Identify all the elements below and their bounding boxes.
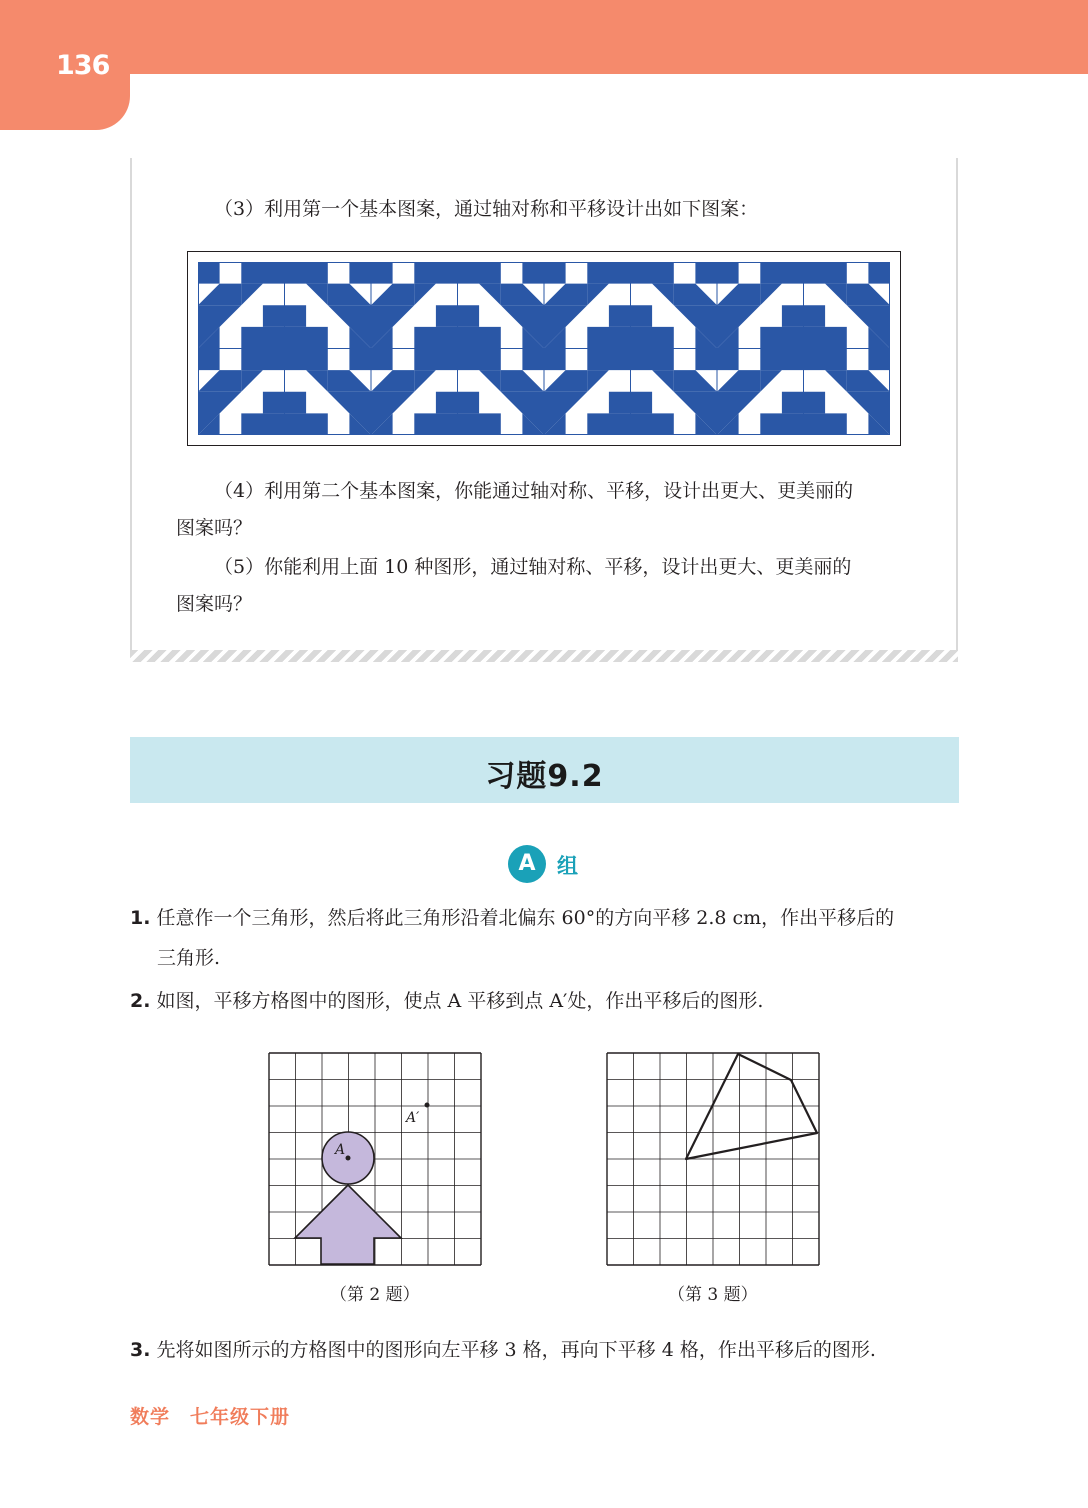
activity-step-5-line-2: 图案吗？ — [176, 593, 253, 615]
activity-step-5-line-1: （5）你能利用上面 10 种图形，通过轴对称、平移，设计出更大、更美丽的 — [214, 556, 852, 578]
pattern-tile-shape — [609, 305, 631, 327]
pattern-tile-shape — [804, 262, 847, 284]
question-1-number: 1. — [130, 907, 151, 929]
pattern-tile-shape — [631, 392, 653, 414]
activity-step-4-line-2: 图案吗？ — [176, 517, 253, 539]
question-3-figure — [606, 1052, 822, 1272]
pattern-tile-shape — [760, 262, 803, 284]
group-badge: A — [508, 845, 546, 883]
footer-book-title: 数学 七年级下册 — [130, 1406, 291, 1428]
label-a: A — [335, 1142, 346, 1158]
quadrilateral-shape — [686, 1054, 817, 1159]
pattern-tile-shape — [631, 305, 653, 327]
pattern-tile-shape — [458, 413, 501, 435]
pattern-tile-shape — [760, 413, 803, 435]
pattern-tile-shape — [804, 305, 826, 327]
question-3-caption: （第 3 题） — [668, 1285, 758, 1305]
pattern-tile-shape — [522, 349, 544, 371]
group-label: 组 — [557, 854, 578, 878]
tiled-pattern — [198, 262, 890, 435]
pattern-tile-shape — [241, 349, 284, 371]
top-color-band — [0, 0, 1088, 74]
pattern-tile-shape — [414, 327, 457, 349]
pattern-tile-shape — [198, 262, 220, 284]
question-2-caption: （第 2 题） — [330, 1285, 420, 1305]
pattern-tile-shape — [868, 262, 890, 284]
pattern-tile-shape — [285, 305, 307, 327]
pattern-tile-shape — [285, 349, 328, 371]
pattern-tile-shape — [695, 262, 717, 284]
pattern-tile-shape — [436, 392, 458, 414]
exercise-banner — [130, 737, 959, 803]
pattern-tile-shape — [609, 392, 631, 414]
pattern-tile-shape — [804, 327, 847, 349]
question-3 — [130, 1338, 876, 1362]
pattern-tile-shape — [522, 262, 544, 284]
question-1-line-2: 三角形. — [157, 947, 221, 969]
pattern-tile-shape — [782, 392, 804, 414]
pattern-tile-shape — [804, 413, 847, 435]
pattern-tile-shape — [587, 327, 630, 349]
page-number: 136 — [56, 50, 110, 81]
pattern-tile-shape — [349, 262, 371, 284]
point-a-dot — [346, 1156, 351, 1161]
pattern-tile-shape — [285, 327, 328, 349]
pattern-tile-shape — [717, 262, 739, 284]
pattern-tile-shape — [804, 392, 826, 414]
pattern-tile-shape — [458, 392, 480, 414]
pattern-tile-shape — [631, 349, 674, 371]
pattern-tile-shape — [458, 327, 501, 349]
pattern-tile-shape — [285, 262, 328, 284]
pattern-tile-shape — [263, 392, 285, 414]
pattern-tile-shape — [263, 305, 285, 327]
pattern-tile-shape — [804, 349, 847, 371]
pattern-tile-shape — [587, 262, 630, 284]
pattern-tile-shape — [414, 262, 457, 284]
pattern-tile-shape — [414, 413, 457, 435]
pattern-tile-shape — [587, 413, 630, 435]
pattern-tile-shape — [782, 305, 804, 327]
pattern-tile-shape — [371, 349, 393, 371]
pattern-tile-shape — [544, 349, 566, 371]
pattern-tile-shape — [631, 413, 674, 435]
pattern-tile-shape — [436, 305, 458, 327]
pattern-tile-shape — [241, 262, 284, 284]
pattern-tile-shape — [631, 262, 674, 284]
activity-step-3: （3）利用第一个基本图案，通过轴对称和平移设计出如下图案： — [214, 198, 759, 220]
tiled-pattern-figure — [187, 251, 901, 446]
pattern-tile-shape — [458, 349, 501, 371]
point-a-prime-dot — [425, 1103, 430, 1108]
pattern-tile-shape — [241, 413, 284, 435]
pattern-tile-shape — [587, 349, 630, 371]
pattern-tile-shape — [717, 349, 739, 371]
pattern-tile-shape — [868, 349, 890, 371]
activity-step-4-line-1: （4）利用第二个基本图案，你能通过轴对称、平移，设计出更大、更美丽的 — [214, 480, 854, 502]
activity-box-hatched-border — [130, 650, 958, 662]
question-2-number: 2. — [130, 990, 151, 1012]
grid — [607, 1053, 819, 1265]
pattern-tile-shape — [695, 349, 717, 371]
exercise-title: 习题9.2 — [485, 759, 604, 794]
pattern-tile-shape — [349, 349, 371, 371]
question-2-figure — [268, 1052, 484, 1272]
figure-body-shape — [295, 1185, 401, 1264]
pattern-tile-shape — [285, 392, 307, 414]
question-1-text: 任意作一个三角形，然后将此三角形沿着北偏东 60°的方向平移 2.8 cm，作出平移后的 — [156, 907, 895, 929]
question-1-line-1 — [130, 906, 894, 930]
label-a-prime: A′ — [406, 1110, 420, 1126]
pattern-tile-shape — [458, 262, 501, 284]
pattern-tile-shape — [458, 305, 480, 327]
question-3-text: 先将如图所示的方格图中的图形向左平移 3 格，再向下平移 4 格，作出平移后的图形. — [156, 1339, 876, 1361]
question-2-text: 如图，平移方格图中的图形，使点 A 平移到点 A′处，作出平移后的图形. — [156, 990, 764, 1012]
question-2 — [130, 989, 763, 1013]
pattern-tile-shape — [760, 349, 803, 371]
pattern-tile-shape — [285, 413, 328, 435]
question-3-number: 3. — [130, 1339, 151, 1361]
pattern-tile-shape — [414, 349, 457, 371]
pattern-tile-shape — [241, 327, 284, 349]
pattern-tile-shape — [544, 262, 566, 284]
pattern-tile-shape — [760, 327, 803, 349]
pattern-tile-shape — [371, 262, 393, 284]
pattern-tile-shape — [631, 327, 674, 349]
pattern-tile-shape — [198, 349, 220, 371]
